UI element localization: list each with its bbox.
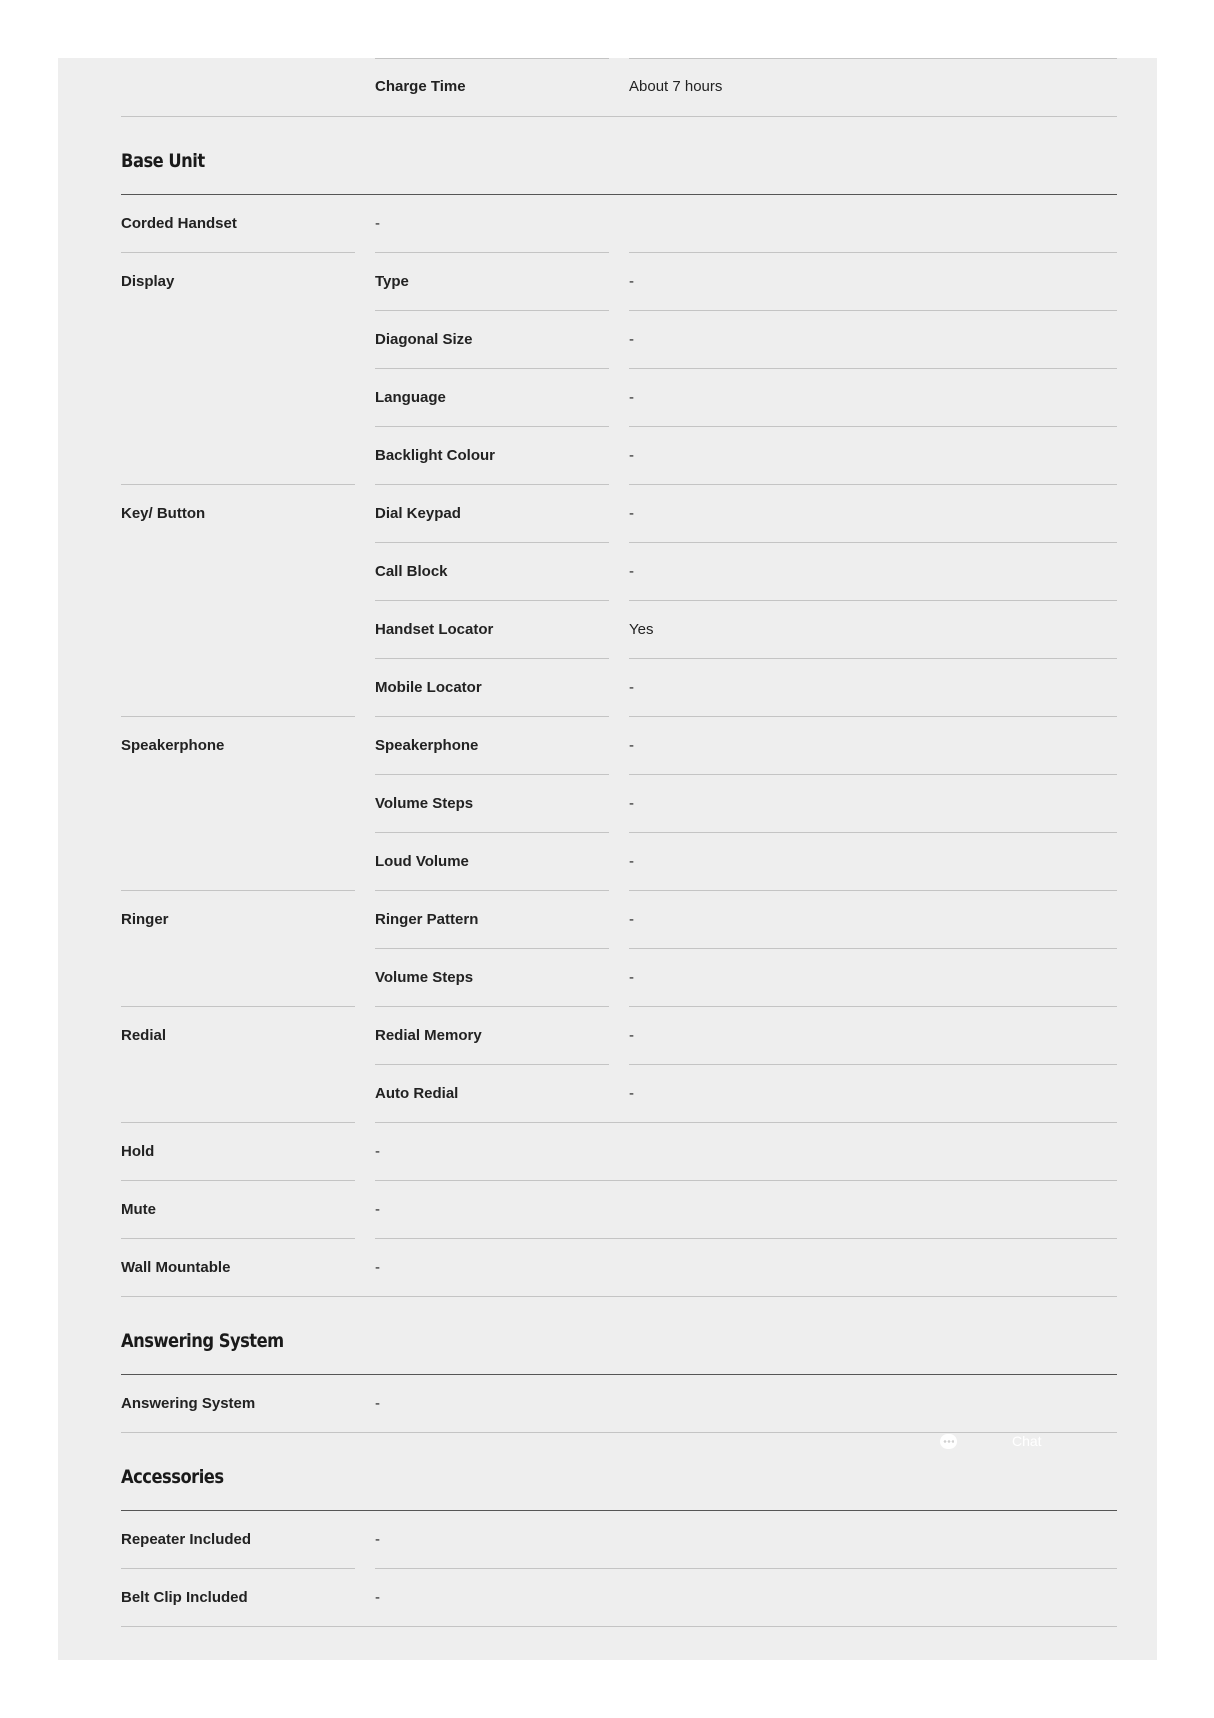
row-divider [629,58,1117,59]
spec-value: - [629,795,634,812]
spec-label-belt-clip: Belt Clip Included [121,1589,248,1606]
spec-label: Type [375,273,409,290]
spec-value: - [629,679,634,696]
row-divider [121,1568,355,1569]
spec-label: Backlight Colour [375,447,496,464]
spec-value: - [629,331,634,348]
row-divider [375,1122,1117,1123]
spec-label-repeater: Repeater Included [121,1531,252,1548]
row-divider [121,1122,355,1123]
section-divider [121,1510,1117,1511]
row-divider [375,368,609,369]
spec-label: Dial Keypad [375,505,461,522]
spec-value: - [629,505,634,522]
row-divider [121,890,355,891]
row-divider [629,774,1117,775]
spec-label-hold: Hold [121,1143,155,1160]
row-divider [375,1064,609,1065]
spec-value: - [629,853,634,870]
spec-label: Call Block [375,563,448,580]
row-divider [375,948,609,949]
spec-group-redial: Redial [121,1027,167,1044]
spec-value-answering-system: - [375,1395,380,1412]
spec-value-hold: - [375,1143,380,1160]
row-divider [629,484,1117,485]
section-divider [121,1374,1117,1375]
spec-value: - [629,273,634,290]
spec-value-corded-handset: - [375,215,380,232]
row-divider [629,542,1117,543]
row-divider [375,426,609,427]
spec-label: Auto Redial [375,1085,459,1102]
chat-label: Chat [1012,1433,1042,1449]
row-divider [121,716,355,717]
section-title-base-unit: Base Unit [121,150,205,172]
row-divider [375,658,609,659]
spec-value: - [629,911,634,928]
row-divider [375,1180,1117,1181]
section-divider [121,194,1117,195]
row-divider [629,310,1117,311]
row-divider [629,948,1117,949]
row-divider [375,252,609,253]
row-divider [629,1006,1117,1007]
row-divider [121,1626,1117,1627]
section-title-answering-system: Answering System [121,1330,284,1352]
row-divider [375,1006,609,1007]
spec-label: Diagonal Size [375,331,473,348]
spec-label: Loud Volume [375,853,469,870]
row-divider [121,1006,355,1007]
spec-value-mute: - [375,1201,380,1218]
chat-button[interactable] [940,1432,1070,1456]
spec-group-ringer: Ringer [121,911,169,928]
spec-label: Redial Memory [375,1027,482,1044]
spec-value: - [629,563,634,580]
spec-label: Volume Steps [375,795,474,812]
row-divider [375,310,609,311]
spec-value-wall-mountable: - [375,1259,380,1276]
row-divider [629,426,1117,427]
row-divider [375,832,609,833]
row-divider [375,484,609,485]
chat-bubble-icon [940,1434,957,1449]
row-divider [121,1180,355,1181]
row-divider [629,252,1117,253]
spec-label: Handset Locator [375,621,494,638]
row-divider [121,1238,355,1239]
row-divider [629,368,1117,369]
row-divider [375,890,609,891]
section-title-accessories: Accessories [121,1466,224,1488]
spec-label-charge-time: Charge Time [375,78,466,95]
spec-group-display: Display [121,273,175,290]
row-divider [375,600,609,601]
spec-value: - [629,389,634,406]
row-divider [375,542,609,543]
row-divider [629,832,1117,833]
spec-value: - [629,969,634,986]
spec-group-key-button: Key/ Button [121,505,206,522]
spec-value: Yes [629,621,654,638]
row-divider [121,116,1117,117]
spec-panel [58,58,1157,1660]
spec-label-mute: Mute [121,1201,156,1218]
row-divider [375,774,609,775]
row-divider [629,658,1117,659]
spec-group-speakerphone: Speakerphone [121,737,225,754]
spec-label: Volume Steps [375,969,474,986]
spec-value: - [629,1027,634,1044]
row-divider [375,1238,1117,1239]
row-divider [629,600,1117,601]
row-divider [375,716,609,717]
row-divider [629,1064,1117,1065]
spec-label-answering-system: Answering System [121,1395,256,1412]
row-divider [375,58,609,59]
spec-label: Speakerphone [375,737,479,754]
spec-label: Language [375,389,446,406]
spec-label-corded-handset: Corded Handset [121,215,237,232]
spec-value: - [629,1085,634,1102]
spec-value-belt-clip: - [375,1589,380,1606]
spec-value-repeater: - [375,1531,380,1548]
spec-value: - [629,447,634,464]
row-divider [121,484,355,485]
row-divider [375,1568,1117,1569]
spec-value: - [629,737,634,754]
row-divider [629,716,1117,717]
row-divider [629,890,1117,891]
row-divider [121,252,355,253]
spec-label: Mobile Locator [375,679,482,696]
row-divider [121,1296,1117,1297]
spec-label-wall-mountable: Wall Mountable [121,1259,231,1276]
spec-value-charge-time: About 7 hours [629,78,723,95]
spec-label: Ringer Pattern [375,911,479,928]
